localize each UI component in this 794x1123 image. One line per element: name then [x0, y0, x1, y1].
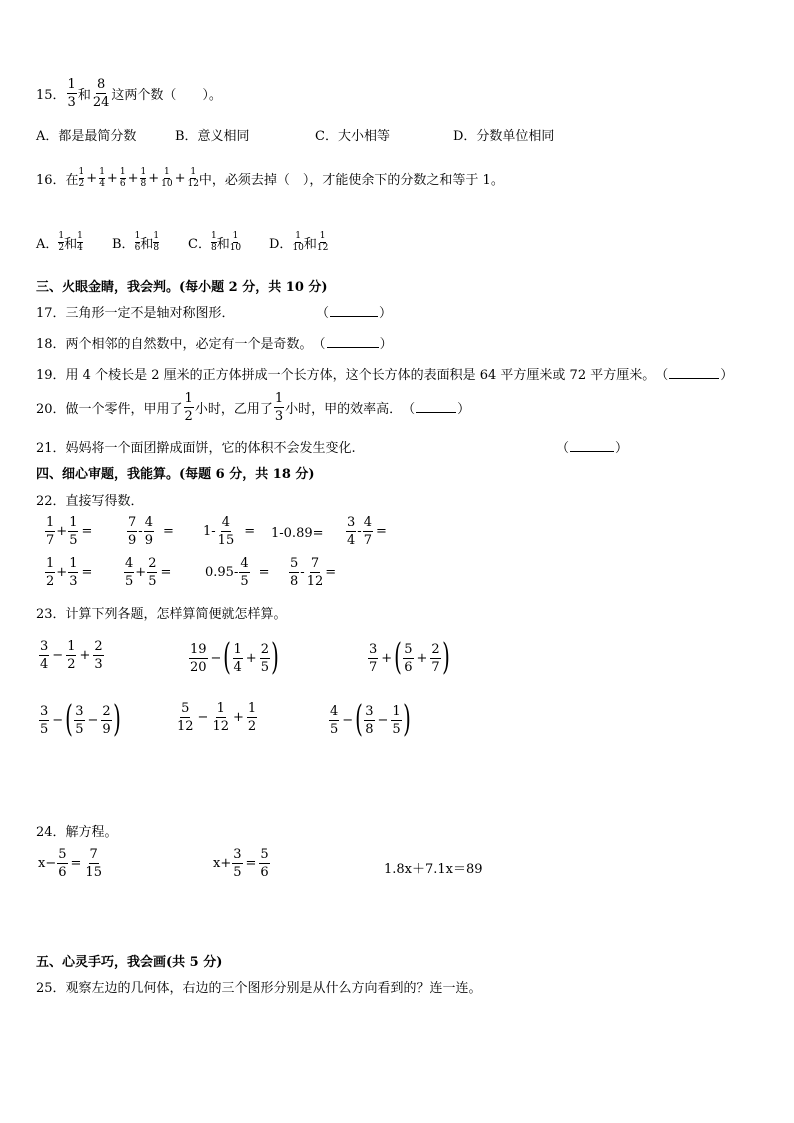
fraction: $\frac{1}{12}$ [316, 231, 329, 253]
fraction: $\frac{3}{5}$ [40, 703, 49, 737]
q21-answer-blank[interactable]: （ ） [556, 441, 629, 456]
fraction: $\frac{1}{3}$ [274, 391, 284, 424]
fraction: $\frac{3}{4}$ [40, 639, 49, 672]
fraction: $\frac{5}{6}$ [260, 847, 269, 880]
fraction: $\frac{4}{7}$ [363, 515, 372, 548]
fraction: $\frac{1}{6}$ [134, 231, 141, 253]
fraction: $\frac{1}{3}$ [69, 556, 78, 589]
fraction: $\frac{7}{9}$ [128, 515, 137, 548]
q22-title: 22．直接写得数． [36, 494, 144, 509]
q22-item-5: $\frac{3}{4}$ - $\frac{4}{7}$ = [347, 515, 387, 548]
fraction: $\frac{5}{12}$ [177, 701, 194, 734]
q23-expr-1: $\frac{3}{4}$ − $\frac{1}{2}$ + $\frac{2}{3}$ [40, 639, 103, 672]
fraction: $\frac{4}{5}$ [240, 556, 249, 589]
q22-item-1: $\frac{1}{7}$ + $\frac{1}{5}$ = [46, 515, 93, 548]
q17: 17．三角形一定不是轴对称图形． [36, 306, 235, 321]
fraction: $\frac{1}{12}$ [212, 701, 229, 734]
q16-option-a: A． $\frac{1}{2}$ 和 $\frac{1}{4}$ [36, 231, 83, 253]
q24-equation-3: 1.8x＋7.1x＝89 [384, 862, 483, 877]
q23-expr-3: $\frac{3}{7}$ + ( $\frac{5}{6}$ + $\frac{2}{7}$ ) [369, 637, 450, 678]
q20: 20．做一个零件，甲用了 $\frac{1}{2}$ 小时，乙用了 $\frac{1}{3}$ 小时，甲的效率高． （ ） [36, 391, 471, 424]
fraction: $\frac{1}{2}$ [58, 231, 65, 253]
fraction: $\frac{4}{15}$ [217, 515, 235, 548]
fraction: $\frac{1}{7}$ [46, 515, 55, 548]
q16-option-c: C． $\frac{1}{8}$ 和 $\frac{1}{10}$ [188, 231, 242, 253]
q22-item-3: 1- $\frac{4}{15}$ = [203, 515, 256, 548]
q25: 25．观察左边的几何体，右边的三个图形分别是从什么方向看到的？连一连。 [36, 981, 482, 996]
fraction: $\frac{4}{9}$ [144, 515, 153, 548]
q23-title: 23．计算下列各题，怎样算简便就怎样算。 [36, 607, 287, 622]
fraction: $\frac{1}{2}$ [247, 701, 257, 734]
fraction: $\frac{3}{5}$ [75, 703, 84, 737]
q22-item-9: $\frac{5}{8}$ - $\frac{7}{12}$ = [290, 556, 337, 589]
q22-item-4: 1-0.89= [271, 526, 324, 541]
q15-stem: 15． $\frac{1}{3}$ 和 $\frac{8}{24}$ 这两个数（ ）。 [36, 77, 222, 110]
section-5-heading: 五、心灵手巧，我会画(共 5 分) [36, 955, 223, 970]
fraction: $\frac{5}{6}$ [404, 641, 413, 675]
q24-equation-1: x− $\frac{5}{6}$ = $\frac{7}{15}$ [38, 847, 102, 880]
q23-expr-4: $\frac{3}{5}$ − ( $\frac{3}{5}$ − $\frac{2}{9}$ ) [40, 699, 121, 740]
fraction: $\frac{1}{4}$ [99, 167, 105, 189]
fraction: $\frac{3}{7}$ [369, 641, 378, 675]
fraction: $\frac{4}{5}$ [125, 556, 134, 589]
section-4-heading: 四、细心审题，我能算。(每题 6 分，共 18 分) [36, 467, 315, 482]
q22-item-6: $\frac{1}{2}$ + $\frac{1}{3}$ = [46, 556, 93, 589]
fraction: $\frac{2}{7}$ [431, 641, 440, 675]
q16-option-d: D． $\frac{1}{10}$ 和 $\frac{1}{12}$ [269, 231, 329, 253]
fraction: $\frac{3}{4}$ [347, 515, 356, 548]
q16-stem: 16．在 $\frac{1}{2}$ + $\frac{1}{4}$ + $\frac{1}{6}$ + $\frac{1}{8}$ + $\frac{1}{10}$ + $\frac{1}{12}$ 中，必须去掉（ ），才能使余下的分数之和等于 1。 [36, 167, 504, 189]
q19-answer-blank[interactable]: （ ） [655, 368, 734, 383]
q15-option-a: A．都是最简分数 [36, 129, 137, 144]
fraction: $\frac{1}{4}$ [233, 641, 242, 675]
q24-equation-2: x+ $\frac{3}{5}$ = $\frac{5}{6}$ [213, 847, 269, 880]
fraction: $\frac{1}{2}$ [184, 391, 193, 424]
fraction: $\frac{4}{5}$ [330, 703, 339, 737]
fraction: $\frac{1}{8}$ [153, 231, 160, 253]
q23-expr-5: $\frac{5}{12}$ − $\frac{1}{12}$ + $\frac{1}{2}$ [177, 701, 257, 734]
fraction: $\frac{1}{10}$ [292, 231, 304, 253]
q22-item-2: $\frac{7}{9}$ - $\frac{4}{9}$ = [128, 515, 174, 548]
q23-expr-2: $\frac{19}{20}$ − ( $\frac{1}{4}$ + $\frac{2}{5}$ ) [190, 637, 279, 678]
fraction: $\frac{3}{8}$ [365, 703, 374, 737]
q15-option-b: B．意义相同 [175, 129, 250, 144]
fraction: $\frac{1}{12}$ [187, 167, 199, 189]
fraction: $\frac{8}{24}$ [92, 77, 110, 110]
fraction: $\frac{2}{5}$ [148, 556, 157, 589]
fraction: $\frac{3}{5}$ [233, 847, 242, 880]
fraction: $\frac{1}{6}$ [119, 167, 126, 189]
q23-expr-6: $\frac{4}{5}$ − ( $\frac{3}{8}$ − $\frac{1}{5}$ ) [330, 699, 411, 740]
fraction: $\frac{1}{10}$ [161, 167, 173, 189]
q18-answer-blank[interactable]: （ ） [312, 337, 393, 352]
q21: 21．妈妈将一个面团擀成面饼，它的体积不会发生变化. [36, 441, 356, 456]
fraction: $\frac{7}{15}$ [85, 847, 102, 880]
fraction: $\frac{1}{8}$ [140, 167, 147, 189]
fraction: $\frac{2}{9}$ [102, 703, 111, 737]
section-3-heading: 三、火眼金睛，我会判。(每小题 2 分，共 10 分) [36, 280, 328, 295]
fraction: $\frac{19}{20}$ [190, 641, 207, 675]
fraction: $\frac{1}{5}$ [392, 703, 401, 737]
q15-option-c: C．大小相等 [315, 129, 390, 144]
fraction: $\frac{1}{2}$ [46, 556, 55, 589]
q19: 19．用 4 个棱长是 2 厘米的正方体拼成一个长方体，这个长方体的表面积是 64 平方厘米或 72 平方厘米。 （ ） [36, 364, 733, 383]
fraction: $\frac{1}{8}$ [210, 231, 217, 253]
q18: 18．两个相邻的自然数中，必定有一个是奇数。 （ ） [36, 333, 393, 352]
fraction: $\frac{1}{10}$ [229, 231, 242, 253]
fraction: $\frac{7}{12}$ [306, 556, 324, 589]
q15-option-d: D．分数单位相同 [453, 129, 555, 144]
q22-item-7: $\frac{4}{5}$ + $\frac{2}{5}$ = [125, 556, 172, 589]
q17-answer-blank[interactable]: （ ） [316, 306, 393, 321]
fraction: $\frac{1}{2}$ [78, 167, 85, 189]
fraction: $\frac{1}{4}$ [77, 231, 83, 253]
fraction: $\frac{1}{2}$ [67, 639, 76, 672]
fraction: $\frac{1}{5}$ [69, 515, 78, 548]
fraction: $\frac{5}{8}$ [290, 556, 299, 589]
fraction: $\frac{2}{3}$ [94, 639, 103, 672]
fraction: $\frac{2}{5}$ [260, 641, 269, 675]
q20-answer-blank[interactable]: （ ） [402, 402, 471, 417]
q16-option-b: B． $\frac{1}{6}$ 和 $\frac{1}{8}$ [112, 231, 160, 253]
q24-title: 24．解方程。 [36, 825, 118, 840]
q22-item-8: 0.95- $\frac{4}{5}$ = [205, 556, 270, 589]
fraction: $\frac{5}{6}$ [58, 847, 67, 880]
fraction: $\frac{1}{3}$ [67, 77, 76, 110]
